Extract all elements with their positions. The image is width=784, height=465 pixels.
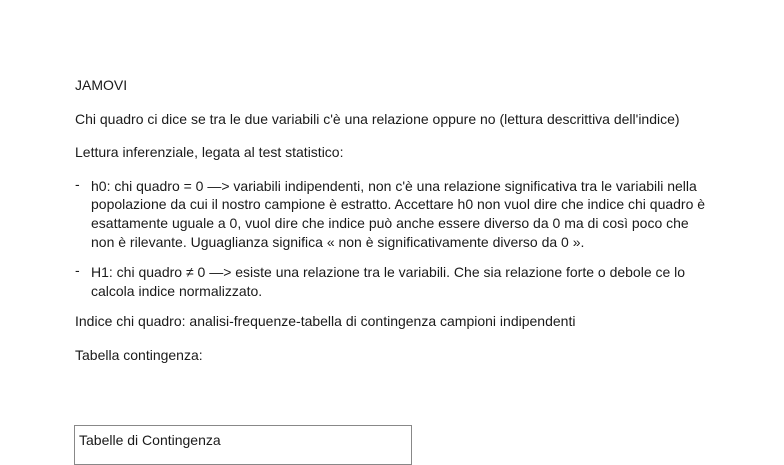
table-label: Tabella contingenza:: [75, 346, 203, 363]
hypothesis-list: [75, 177, 715, 301]
document-heading: JAMOVI: [75, 77, 128, 93]
index-paragraph: Indice chi quadro: analisi-frequenze-tabella di contingenza campioni indipendenti: [75, 313, 576, 330]
inferential-paragraph: Lettura inferenziale, legata al test statistico:: [75, 144, 344, 161]
document-body: [75, 76, 715, 380]
bullet-dash: -: [75, 262, 80, 279]
list-item-h0: [75, 177, 715, 251]
list-item-text: H1: chi quadro ≠ 0 —> esiste una relazione tra le variabili. Che sia relazione forte o debole ce lo calcola indice normalizzato.: [91, 264, 686, 299]
contingency-table-frame: [74, 425, 412, 465]
intro-paragraph: Chi quadro ci dice se tra le due variabili c'è una relazione oppure no (lettura descrittiva dell'indice): [75, 110, 680, 127]
contingency-table-title: Tabelle di Contingenza: [79, 432, 221, 448]
list-item-h1: [75, 263, 715, 300]
bullet-dash: -: [75, 175, 80, 192]
list-item-text: h0: chi quadro = 0 —> variabili indipendenti, non c'è una relazione significativa tra le variabili nella popolazione da cui il nostro campione è estratto. Accettare h0 non vuol dire che indice chi quadro è esattamente uguale a 0, vuol dire che indice può anche essere diverso da 0 ma di così poco che non è rilevante. Uguaglianza significa « non è significativamente diverso da 0 ».: [91, 177, 706, 250]
